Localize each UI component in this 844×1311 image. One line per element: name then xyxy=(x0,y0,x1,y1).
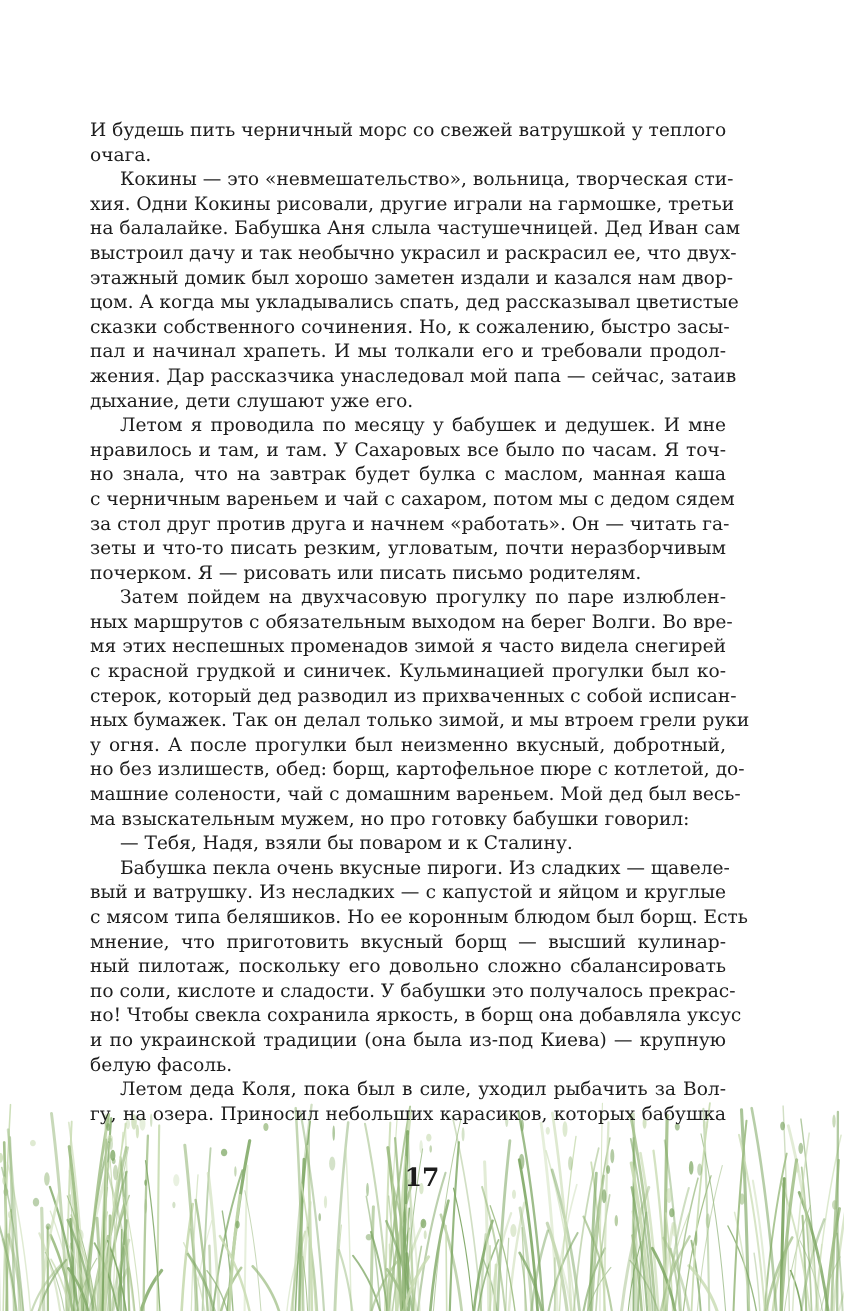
paragraph xyxy=(90,414,735,586)
grass-seed xyxy=(235,1221,239,1229)
body-text xyxy=(90,119,750,1127)
text-line: И будешь пить черничный морс со свежей ватрушкой у теплого xyxy=(90,120,727,141)
text-line: гу, на озера. Приносил небольших карасиков, которых бабушка xyxy=(90,1103,726,1125)
text-line: дыхание, дети слушают уже его. xyxy=(90,390,414,412)
text-line: с красной грудкой и синичек. Кульминацией прогулки был ко- xyxy=(90,661,726,683)
text-line: и по украинской традиции (она была из-под Киева) — крупную xyxy=(90,1029,726,1051)
text-line: на балалайке. Бабушка Аня слыла частушечницей. Дед Иван сам xyxy=(90,218,741,240)
grass-seed xyxy=(798,1143,803,1154)
text-line: жения. Дар рассказчика унаследовал мой папа — сейчас, затаив xyxy=(90,365,737,387)
text-line: ных маршрутов с обязательным выходом на берег Волги. Во вре- xyxy=(90,611,733,633)
text-line: нравилось и там, и там. У Сахаровых все было по часам. Я точ- xyxy=(90,439,726,461)
grass-blade xyxy=(495,1265,497,1311)
grass-seed xyxy=(421,1219,427,1228)
grass-seed xyxy=(424,1230,427,1239)
grass-seed xyxy=(0,1153,3,1163)
grass-seed xyxy=(324,1196,327,1209)
grass-blade xyxy=(446,1226,447,1311)
grass-seed xyxy=(695,1230,698,1246)
grass-blade xyxy=(506,1238,509,1311)
text-line: за стол друг против друга и начнем «работать». Он — читать га- xyxy=(90,513,730,535)
paragraph xyxy=(90,119,726,168)
grass-seed xyxy=(221,1149,227,1157)
grass-seed xyxy=(30,1140,36,1146)
text-line: зеты и что-то писать резким, угловатым, почти неразборчивым xyxy=(90,538,726,560)
grass-seed xyxy=(172,1202,175,1208)
grass-seed xyxy=(78,1230,84,1242)
text-line: Бабушка пекла очень вкусные пироги. Из сладких — щавеле- xyxy=(120,857,730,879)
grass-seed xyxy=(832,1115,835,1128)
text-line: но без излишеств, обед: борщ, картофельное пюре с котлетой, до- xyxy=(90,759,745,781)
paragraph xyxy=(90,586,750,832)
grass-blade xyxy=(253,1266,279,1311)
paragraph xyxy=(90,1078,726,1127)
text-line: с мясом типа беляшиков. Но ее коронным блюдом был борщ. Есть xyxy=(90,907,748,928)
paragraph xyxy=(90,832,726,857)
text-line: почерком. Я — рисовать или писать письмо родителям. xyxy=(90,562,642,584)
text-line: у огня. А после прогулки был неизменно вкусный, добротный, xyxy=(90,734,726,756)
text-line: Кокины — это «невмешательство», вольница, творческая сти- xyxy=(120,169,734,191)
grass-seed xyxy=(615,1215,618,1226)
text-line: с черничным вареньем и чай с сахаром, потом мы с дедом сядем xyxy=(90,488,735,510)
grass-seed xyxy=(739,1193,745,1204)
grass-seed xyxy=(318,1213,321,1221)
text-line: стерок, который дед разводил из прихваченных с собой исписан- xyxy=(90,685,737,707)
text-line: мнение, что приготовить вкусный борщ — высший кулинар- xyxy=(90,931,726,953)
grass-seed xyxy=(669,1208,674,1217)
grass-seed xyxy=(610,1149,614,1163)
text-line: по соли, кислоте и сладости. У бабушки это получалось прекрас- xyxy=(90,980,736,1002)
grass-seed xyxy=(706,1213,710,1228)
grass-seed xyxy=(546,1127,550,1135)
grass-illustration xyxy=(0,1100,844,1311)
grass-blade xyxy=(703,1109,709,1311)
grass-seed xyxy=(462,1127,465,1141)
grass-seed xyxy=(332,1126,335,1141)
grass-seed xyxy=(426,1134,431,1142)
grass-seed xyxy=(366,1234,372,1240)
paragraph xyxy=(90,168,741,414)
text-line: Летом я проводила по месяцу у бабушек и дедушек. И мне xyxy=(120,415,726,437)
text-line: этажный домик был хорошо заметен издали и казался нам двор- xyxy=(90,267,734,289)
text-line: пал и начинал храпеть. И мы толкали его и требовали продол- xyxy=(90,341,726,363)
text-line: вый и ватрушку. Из несладких — с капустой и яйцом и круглые xyxy=(90,882,726,904)
text-line: сказки собственного сочинения. Но, к сожалению, быстро засы- xyxy=(90,316,730,338)
text-line: Летом деда Коля, пока был в силе, уходил рыбачить за Вол- xyxy=(120,1079,726,1101)
text-line: цом. А когда мы укладывались спать, дед рассказывал цветистые xyxy=(90,292,739,314)
grass-blade xyxy=(837,1112,838,1311)
grass-seed xyxy=(510,1224,516,1237)
grass-seed xyxy=(419,1140,422,1153)
grass-seed xyxy=(429,1145,432,1152)
text-line: белую фасоль. xyxy=(90,1054,233,1076)
text-line: хия. Одни Кокины рисовали, другие играли на гармошке, третьи xyxy=(90,193,735,215)
paragraph xyxy=(90,857,748,1078)
grass-seed xyxy=(672,1223,677,1236)
grass-seed xyxy=(109,1138,113,1150)
text-line: — Тебя, Надя, взяли бы поваром и к Сталину. xyxy=(120,833,573,855)
grass-seed xyxy=(33,1198,39,1207)
page-number: 17 xyxy=(404,1163,440,1192)
text-line: ный пилотаж, поскольку его довольно сложно сбалансировать xyxy=(90,956,726,978)
text-line: ма взыскательным мужем, но про готовку бабушки говорил: xyxy=(90,808,690,830)
text-line: мя этих неспешных променадов зимой я часто видела снегирей xyxy=(90,636,726,658)
grass-seed xyxy=(832,1200,837,1210)
grass-seed xyxy=(8,1211,11,1218)
text-line: но! Чтобы свекла сохранила яркость, в борщ она добавляла уксус xyxy=(90,1005,742,1027)
text-line: выстроил дачу и так необычно украсил и раскрасил ее, что двух- xyxy=(90,242,737,264)
grass-seed xyxy=(144,1199,147,1214)
grass-seed xyxy=(780,1122,785,1131)
grass-seed xyxy=(46,1223,51,1229)
text-line: ных бумажек. Так он делал только зимой, и мы втроем грели руки xyxy=(90,710,750,732)
text-line: машние солености, чай с домашним вареньем. Мой дед был весь- xyxy=(90,784,741,806)
text-line: но знала, что на завтрак будет булка с маслом, манная каша xyxy=(90,464,726,486)
grass-blade xyxy=(121,1230,122,1311)
text-line: очага. xyxy=(90,144,152,166)
text-line: Затем пойдем на двухчасовую прогулку по паре излюблен- xyxy=(120,587,726,609)
grass-blade xyxy=(728,1226,757,1311)
